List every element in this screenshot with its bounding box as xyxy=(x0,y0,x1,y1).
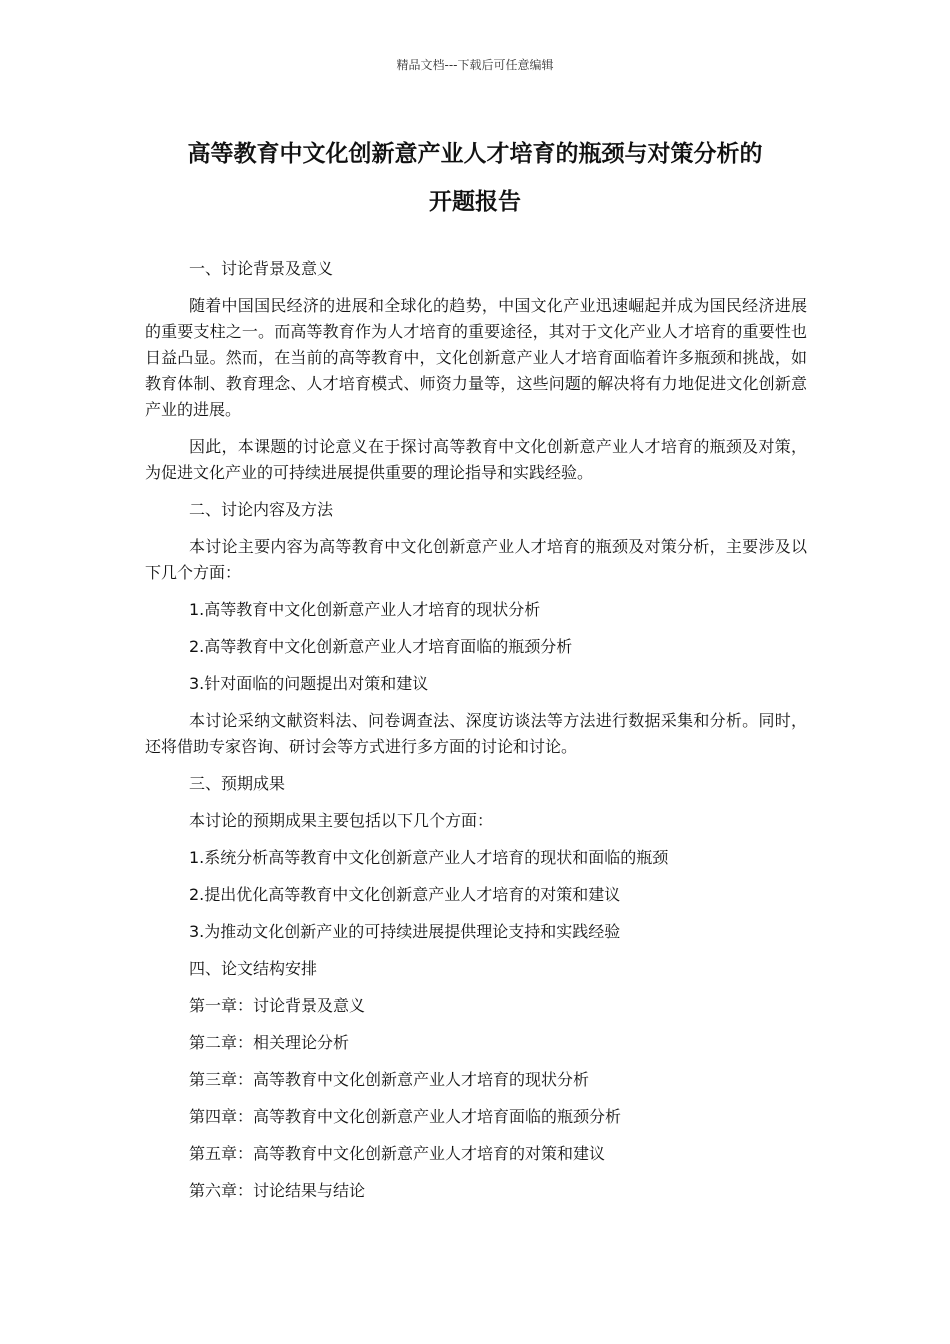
list-item-result-2: 2.提出优化高等教育中文化创新意产业人才培育的对策和建议 xyxy=(189,885,621,904)
paragraph-method: 本讨论采纳文献资料法、问卷调查法、深度访谈法等方法进行数据采集和分析。同时，还将借助专家咨询、研讨会等方式进行多方面的讨论和讨论。 xyxy=(145,711,807,756)
section-heading-expected-results: 三、预期成果 xyxy=(189,774,286,793)
list-item-result-1: 1.系统分析高等教育中文化创新意产业人才培育的现状和面临的瓶颈 xyxy=(189,848,669,867)
paragraph-expected-results: 本讨论的预期成果主要包括以下几个方面： xyxy=(189,811,494,830)
section-heading-content-method: 二、讨论内容及方法 xyxy=(189,500,334,519)
chapter-item-1: 第一章：讨论背景及意义 xyxy=(189,996,366,1015)
list-item-content-3: 3.针对面临的问题提出对策和建议 xyxy=(189,674,429,693)
section-heading-structure: 四、论文结构安排 xyxy=(189,959,318,978)
paragraph-significance: 因此，本课题的讨论意义在于探讨高等教育中文化创新意产业人才培育的瓶颈及对策，为促进文化产业的可持续进展提供重要的理论指导和实践经验。 xyxy=(145,437,807,482)
chapter-item-6: 第六章：讨论结果与结论 xyxy=(189,1181,366,1200)
list-item-content-2: 2.高等教育中文化创新意产业人才培育面临的瓶颈分析 xyxy=(189,637,573,656)
page-header: 精品文档---下载后可任意编辑 xyxy=(396,58,554,72)
chapter-item-3: 第三章：高等教育中文化创新意产业人才培育的现状分析 xyxy=(189,1070,590,1089)
list-item-result-3: 3.为推动文化创新产业的可持续进展提供理论支持和实践经验 xyxy=(189,922,621,941)
paragraph-content: 本讨论主要内容为高等教育中文化创新意产业人才培育的瓶颈及对策分析，主要涉及以下几个方面： xyxy=(145,537,807,582)
document-title xyxy=(140,130,810,226)
list-item-content-1: 1.高等教育中文化创新意产业人才培育的现状分析 xyxy=(189,600,541,619)
section-heading-background: 一、讨论背景及意义 xyxy=(189,259,334,278)
chapter-item-2: 第二章：相关理论分析 xyxy=(189,1033,350,1052)
title-line-1: 高等教育中文化创新意产业人才培育的瓶颈与对策分析的 xyxy=(187,141,763,167)
paragraph-background: 随着中国国民经济的进展和全球化的趋势，中国文化产业迅速崛起并成为国民经济进展的重要支柱之一。而高等教育作为人才培育的重要途径，其对于文化产业人才培育的重要性也日益凸显。然而，在当前的高等教育中，文化创新意产业人才培育面临着许多瓶颈和挑战，如教育体制、教育理念、人才培育模式、师资力量等，这些问题的解决将有力地促进文化创新意产业的进展。 xyxy=(145,296,807,419)
title-line-2: 开题报告 xyxy=(429,189,521,215)
document-body xyxy=(145,256,807,1215)
chapter-item-4: 第四章：高等教育中文化创新意产业人才培育面临的瓶颈分析 xyxy=(189,1107,622,1126)
chapter-item-5: 第五章：高等教育中文化创新意产业人才培育的对策和建议 xyxy=(189,1144,606,1163)
